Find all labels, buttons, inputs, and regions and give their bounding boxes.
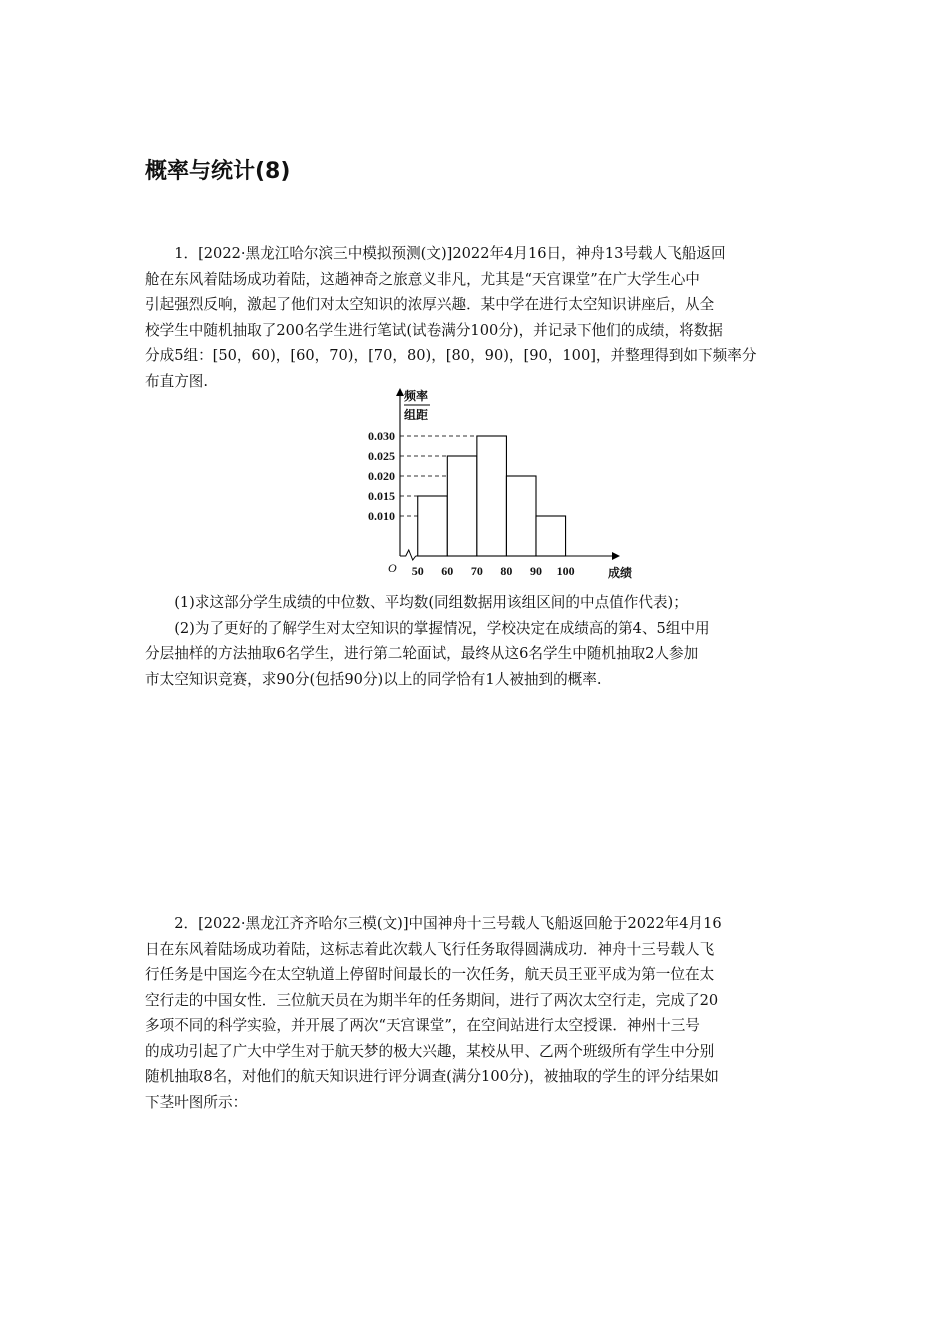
y-tick-label: 0.020	[368, 469, 395, 483]
x-tick-label: 70	[470, 564, 483, 578]
question-1-text	[145, 241, 805, 394]
q2-line: 多项不同的科学实验，并开展了两次“天宫课堂”，在空间站进行太空授课．神州十三号	[145, 1017, 700, 1034]
q1-subquestion-1: (1)求这部分学生成绩的中位数、平均数(同组数据用该组区间的中点值作代表)；	[174, 594, 688, 611]
q1-line: 布直方图.	[145, 372, 209, 390]
q1-line: 分成5组：[50，60)，[60，70)，[70，80)，[80，90)，[90，100]，并整理得到如下频率分	[145, 347, 757, 364]
question-2-text	[145, 911, 805, 1115]
y-tick-label: 0.010	[368, 509, 395, 523]
q2-line: 2．[2022·黑龙江齐齐哈尔三模(文)]中国神舟十三号载人飞船返回舱于2022年4月16	[174, 915, 722, 932]
x-tick-label: 50	[411, 564, 424, 578]
x-tick-label: 90	[530, 564, 542, 578]
q2-line: 随机抽取8名，对他们的航天知识进行评分调查(满分100分)，被抽取的学生的评分结果如	[145, 1068, 719, 1085]
q1-line: 引起强烈反响，激起了他们对太空知识的浓厚兴趣．某中学在进行太空知识讲座后，从全	[145, 296, 715, 313]
page-title: 概率与统计(8)	[145, 159, 291, 184]
histogram-bar-90-100	[536, 516, 566, 556]
y-axis-label-numerator: 频率	[404, 389, 429, 403]
histogram-bar-60-70	[447, 456, 477, 556]
histogram-bar-80-90	[506, 476, 536, 556]
frequency-histogram	[352, 384, 632, 584]
q2-line: 空行走的中国女性．三位航天员在为期半年的任务期间，进行了两次太空行走，完成了20	[145, 991, 719, 1009]
x-tick-label: 60	[441, 564, 454, 578]
histogram-svg	[352, 384, 632, 584]
q2-line: 行任务是中国迄今在太空轨道上停留时间最长的一次任务，航天员王亚平成为第一位在太	[145, 966, 715, 983]
y-tick-label: 0.025	[368, 449, 395, 463]
q1-line: 校学生中随机抽取了200名学生进行笔试(试卷满分100分)，并记录下他们的成绩，将数据	[145, 321, 723, 339]
x-tick-label: 100	[556, 564, 575, 578]
q1-line: 舱在东风着陆场成功着陆，这趟神奇之旅意义非凡，尤其是“天宫课堂”在广大学生心中	[145, 270, 700, 288]
y-axis-label-denominator: 组距	[404, 408, 429, 422]
q1-sub-line: 市太空知识竞赛，求90分(包括90分)以上的同学恰有1人被抽到的概率.	[145, 670, 602, 688]
axis-break-mark	[400, 550, 416, 560]
histogram-bar-50-60	[418, 496, 448, 556]
q2-line: 日在东风着陆场成功着陆，这标志着此次载人飞行任务取得圆满成功．神舟十三号载人飞	[145, 940, 715, 958]
y-tick-label: 0.015	[368, 489, 395, 503]
x-axis-label: 成绩	[608, 566, 632, 580]
question-1-subquestions	[145, 590, 805, 692]
q1-subquestion-2: (2)为了更好的了解学生对太空知识的掌握情况，学校决定在成绩高的第4、5组中用	[174, 619, 710, 637]
x-tick-label: 80	[500, 564, 513, 578]
q1-line: 1．[2022·黑龙江哈尔滨三中模拟预测(文)]2022年4月16日，神舟13号载人飞船返回	[174, 245, 726, 262]
q1-sub-line: 分层抽样的方法抽取6名学生，进行第二轮面试，最终从这6名学生中随机抽取2人参加	[145, 645, 699, 662]
origin-label: O	[388, 561, 397, 575]
histogram-bar-70-80	[477, 436, 507, 556]
q2-line: 下茎叶图所示：	[145, 1093, 248, 1111]
q2-line: 的成功引起了广大中学生对于航天梦的极大兴趣，某校从甲、乙两个班级所有学生中分别	[145, 1042, 715, 1060]
y-tick-label: 0.030	[368, 429, 395, 443]
